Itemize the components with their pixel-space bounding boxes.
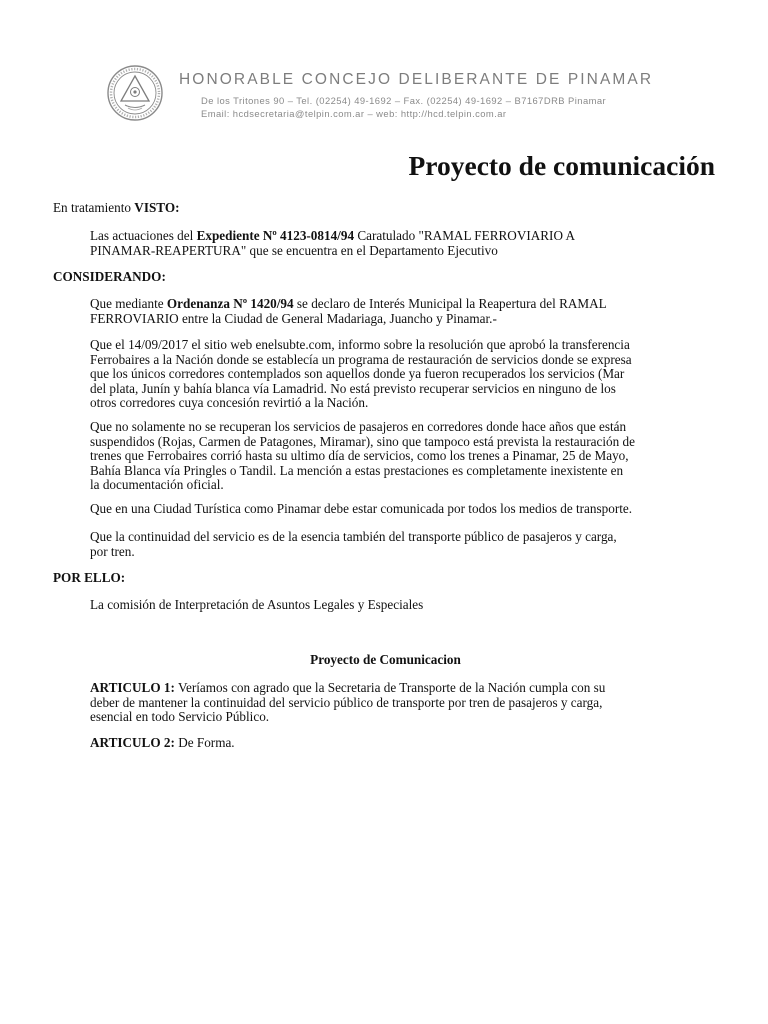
council-name: HONORABLE CONCEJO DELIBERANTE DE PINAMAR [179,71,654,88]
por-ello-heading [53,571,718,586]
p1-line2: FERROVIARIO entre la Ciudad de General Madariaga, Juancho y Pinamar.- [90,310,497,326]
p2-line: que los únicos corredores contemplados son aquellos donde ya fueron recuperados los servicios (Mar [90,366,625,381]
considerando-paragraph-5 [90,530,718,559]
p3-line: trenes que Ferrobaires corrió hasta su ultimo día de servicios, como los trenes a Pinamar, 25 de Mayo, [90,448,629,463]
por-ello-label: POR ELLO: [53,570,126,585]
considerando-heading [53,270,718,285]
articulo-1-line2: deber de mantener la continuidad del servicio público de transporte por tren de pasajeros y carga, [90,694,603,710]
p4-line: Que en una Ciudad Turística como Pinamar debe estar comunicada por todos los medios de transporte. [90,501,633,516]
articulo-1-line3: esencial en todo Servicio Público. [90,709,270,724]
articulo-1 [90,681,718,725]
p2-line: Que el 14/09/2017 el sitio web enelsubte.com, informo sobre la resolución que aprobó la transferencia [90,337,630,352]
articulo-1-label: ARTICULO 1: [90,680,175,695]
council-address: De los Tritones 90 – Tel. (02254) 49-1692 – Fax. (02254) 49-1692 – B7167DRB Pinamar [201,95,607,106]
p3-line: Bahía Blanca vía Pringles o Tandil. La mención a estas prestaciones es completamente inexistente en [90,462,624,478]
p3-line: Que no solamente no se recuperan los servicios de pasajeros en corredores donde hace años que están [90,419,627,434]
visto-heading [53,201,718,216]
visto-text-post: Caratulado "RAMAL FERROVIARIO A [354,228,576,243]
p2-line: otros corredores cuya concesión revirtió a la Nación. [90,395,369,410]
considerando-paragraph-4 [90,502,718,517]
considerando-paragraph-1 [90,297,718,326]
p3-line: la documentación oficial. [90,477,224,492]
considerando-paragraph-2 [90,338,718,411]
p1-pre: Que mediante [90,296,167,311]
p1-post: se declaro de Interés Municipal la Reapertura del RAMAL [293,296,607,311]
articulo-1-line1: Veríamos con agrado que la Secretaria de Transporte de la Nación cumpla con su [174,680,606,695]
p5-line: Que la continuidad del servicio es de la esencia también del transporte público de pasajeros y carga, [90,529,617,544]
commission-text: La comisión de Interpretación de Asuntos Legales y Especiales [90,597,424,612]
p2-line: del plata, Junín y bahía blanca vía Lamadrid. No está previsto recuperar servicios en ninguno de los [90,380,616,396]
p3-line: suspendidos (Rojas, Carmen de Patagones, Miramar), sino que tampoco está prevista la restauración de [90,433,635,449]
ordenanza-number: Ordenanza Nº 1420/94 [166,296,294,311]
visto-paragraph [90,229,718,258]
subtitle-text: Proyecto de Comunicacion [310,652,461,667]
visto-label: VISTO: [134,200,180,215]
por-ello-text [90,598,718,613]
p2-line: Ferrobaires a la Nación donde se establecía un programa de restauración de servicios donde se expresa [90,351,632,367]
considerando-paragraph-3 [90,420,718,493]
expediente-number: Expediente Nº 4123-0814/94 [196,228,355,243]
visto-text-line2: PINAMAR-REAPERTURA" que se encuentra en el Departamento Ejecutivo [90,242,498,258]
letterhead [106,64,666,126]
visto-prefix: En tratamiento [53,200,135,215]
visto-text-pre: Las actuaciones del [90,228,197,243]
council-contact: Email: hcdsecretaria@telpin.com.ar – web: http://hcd.telpin.com.ar [201,108,507,119]
p5-line: por tren. [90,543,135,559]
document-title: Proyecto de comunicación [408,150,715,181]
articulo-2-text: De Forma. [174,735,235,750]
articulo-2 [90,736,718,751]
articulo-2-label: ARTICULO 2: [90,735,175,750]
considerando-label: CONSIDERANDO: [53,269,166,284]
proyecto-subtitle [53,653,718,668]
council-seal-icon [106,64,164,122]
